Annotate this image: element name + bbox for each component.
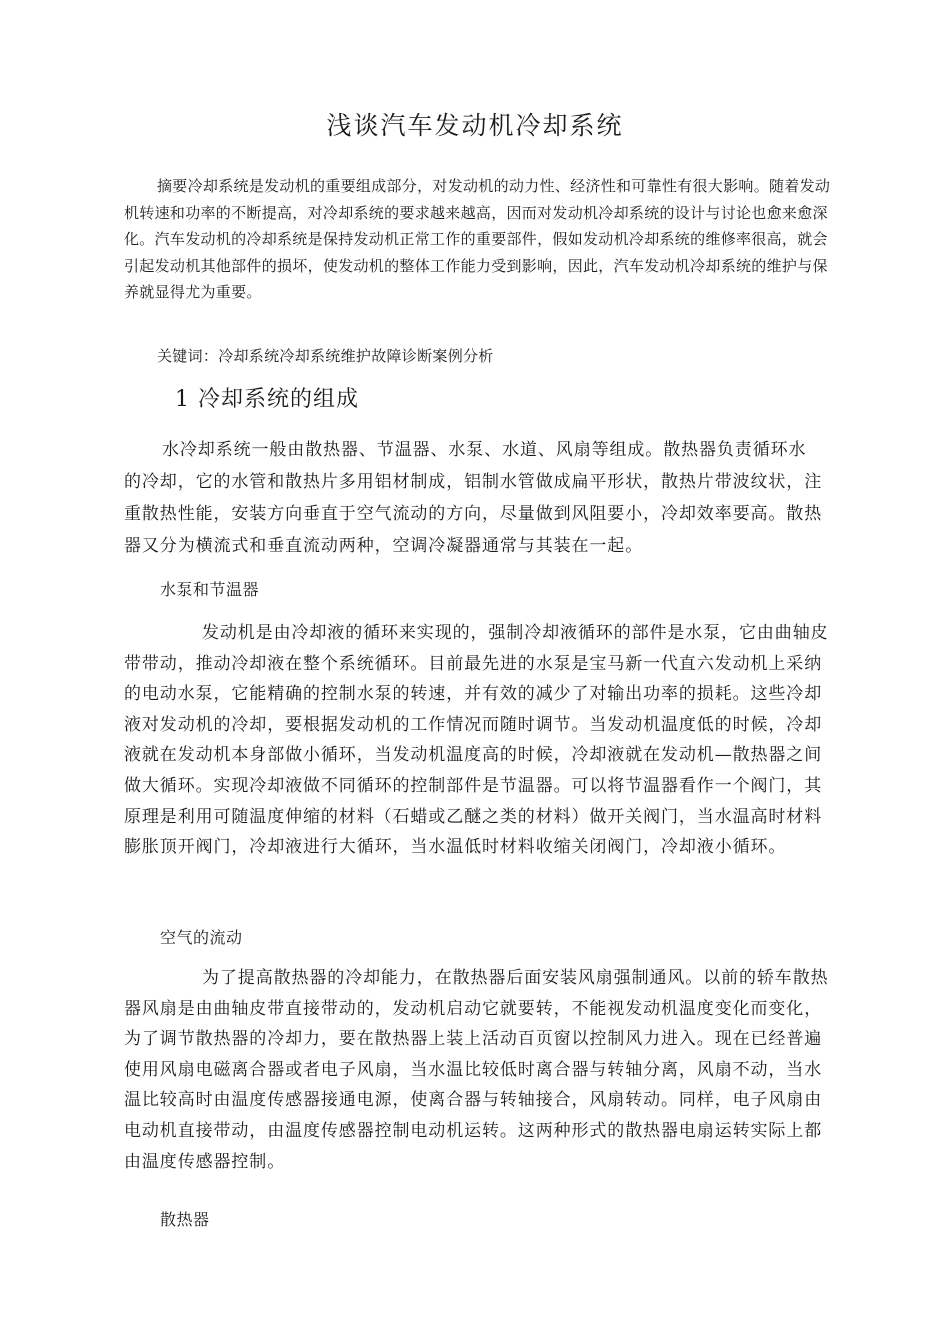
subheading-pump-thermostat: 水泵和节温器 bbox=[160, 580, 260, 599]
document-title: 浅谈汽车发动机冷却系统 bbox=[326, 111, 624, 140]
abstract-paragraph: 摘要冷却系统是发动机的重要组成部分，对发动机的动力性、经济性和可靠性有很大影响。随着发动机转速和功率的不断提高，对冷却系统的要求越来越高，因而对发动机冷却系统的设计与讨论也愈来愈深化。汽车发动机的冷却系统是保持发动机正常工作的重要部件，假如发动机冷却系统的维修率很高，就会引起发动机其他部件的损坏，使发动机的整体工作能力受到影响，因此，汽车发动机冷却系统的维护与保养就显得尤为重要。 bbox=[124, 177, 831, 302]
section-intro-paragraph: 水冷却系统一般由散热器、节温器、水泵、水道、风扇等组成。散热器负责循环水的冷却，它的水管和散热片多用铝材制成，铝制水管做成扁平形状，散热片带波纹状，注重散热性能，安装方向垂直于空气流动的方向，尽量做到风阻要小，冷却效率要高。散热器又分为横流式和垂直流动两种，空调冷凝器通常与其装在一起。 bbox=[124, 440, 823, 556]
subheading-air-flow: 空气的流动 bbox=[160, 928, 243, 947]
keywords-line: 关键词：冷却系统冷却系统维护故障诊断案例分析 bbox=[157, 347, 494, 365]
air-flow-paragraph: 为了提高散热器的冷却能力，在散热器后面安装风扇强制通风。以前的轿车散热器风扇是由曲轴皮带直接带动的，发动机启动它就要转，不能视发动机温度变化而变化，为了调节散热器的冷却力，要在散热器上装上活动百页窗以控制风力进入。现在已经普遍使用风扇电磁离合器或者电子风扇，当水温比较低时离合器与转轴分离，风扇不动，当水温比较高时由温度传感器接通电源，使离合器与转轴接合，风扇转动。同样，电子风扇由电动机直接带动，由温度传感器控制电动机运转。这两种形式的散热器电扇运转实际上都由温度传感器控制。 bbox=[124, 968, 829, 1172]
section-heading-composition: 1 冷却系统的组成 bbox=[175, 387, 359, 412]
subheading-radiator: 散热器 bbox=[160, 1210, 210, 1229]
pump-thermostat-paragraph: 发动机是由冷却液的循环来实现的，强制冷却液循环的部件是水泵，它由曲轴皮带带动，推动冷却液在整个系统循环。目前最先进的水泵是宝马新一代直六发动机上采纳的电动水泵，它能精确的控制水泵的转速，并有效的减少了对输出功率的损耗。这些冷却液对发动机的冷却，要根据发动机的工作情况而随时调节。当发动机温度低的时候，冷却液就在发动机本身部做小循环，当发动机温度高的时候，冷却液就在发动机—散热器之间做大循环。实现冷却液做不同循环的控制部件是节温器。可以将节温器看作一个阀门，其原理是利用可随温度伸缩的材料（石蜡或乙醚之类的材料）做开关阀门，当水温高时材料膨胀顶开阀门，冷却液进行大循环，当水温低时材料收缩关闭阀门，冷却液小循环。 bbox=[124, 623, 829, 858]
